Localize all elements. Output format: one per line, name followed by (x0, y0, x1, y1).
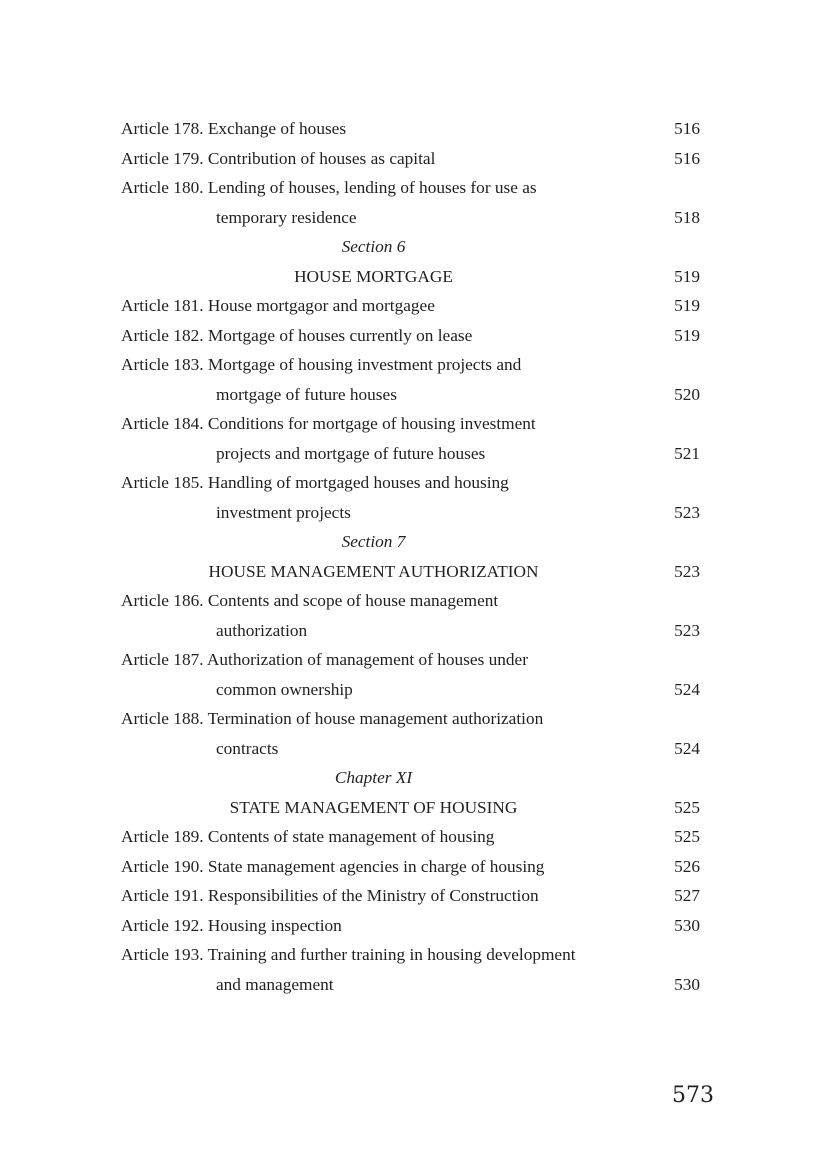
toc-entry-continuation (121, 675, 700, 705)
toc-entry-article-186 (121, 586, 700, 616)
article-title-continued: and management (216, 974, 334, 994)
article-number: Article 184. (121, 414, 204, 433)
toc-entry-article-192 (121, 911, 700, 941)
toc-entry-continuation (121, 380, 700, 410)
article-title-continued: projects and mortgage of future houses (216, 443, 486, 463)
article-title: Training and further training in housing development (207, 945, 576, 964)
section-title-house-mortgage (121, 262, 700, 292)
section-label-7 (121, 527, 700, 557)
article-number: Article 183. (121, 355, 204, 374)
page-ref: 530 (674, 974, 700, 994)
article-number: Article 192. (121, 915, 204, 935)
toc-entry-article-185 (121, 468, 700, 498)
table-of-contents (121, 114, 700, 999)
toc-entry-article-181 (121, 291, 700, 321)
chapter-title: STATE MANAGEMENT OF HOUSING (229, 797, 518, 817)
page-ref: 523 (674, 502, 700, 522)
toc-entry-article-183 (121, 350, 700, 380)
article-title: Housing inspection (207, 915, 342, 935)
article-title-continued: contracts (216, 738, 279, 758)
article-title: Lending of houses, lending of houses for use as (207, 178, 537, 197)
page-ref: 525 (674, 827, 700, 846)
article-title-continued: mortgage of future houses (216, 384, 397, 404)
article-number: Article 193. (121, 945, 204, 964)
chapter-label: Chapter XI (334, 768, 413, 787)
article-number: Article 181. (121, 296, 204, 315)
page-ref: 530 (674, 915, 700, 935)
article-title: Contents of state management of housing (207, 827, 495, 846)
toc-entry-continuation (121, 734, 700, 764)
article-title: Termination of house management authorization (207, 709, 544, 728)
article-number: Article 185. (121, 473, 204, 492)
section-title: HOUSE MORTGAGE (294, 266, 453, 286)
article-number: Article 187. (121, 650, 204, 669)
page-ref: 516 (674, 148, 700, 168)
article-title: House mortgagor and mortgagee (207, 296, 435, 315)
page-ref: 520 (674, 384, 700, 404)
article-title-continued: temporary residence (216, 207, 357, 227)
article-title: State management agencies in charge of housing (207, 856, 545, 876)
page-ref: 525 (674, 797, 700, 817)
article-title: Mortgage of houses currently on lease (207, 325, 473, 345)
page-ref: 526 (674, 856, 700, 876)
article-number: Article 178. (121, 119, 204, 138)
page-ref: 519 (674, 266, 700, 286)
chapter-title-state-management (121, 793, 700, 823)
toc-entry-article-191 (121, 881, 700, 911)
article-number: Article 190. (121, 856, 204, 876)
article-title: Conditions for mortgage of housing investment (207, 414, 536, 433)
page-number: 573 (672, 1083, 714, 1108)
article-title-continued: investment projects (216, 502, 351, 522)
page-ref: 527 (674, 886, 700, 905)
toc-entry-continuation (121, 616, 700, 646)
article-title-continued: authorization (216, 620, 308, 640)
section-label: Section 7 (341, 532, 406, 551)
article-title: Authorization of management of houses under (206, 650, 528, 669)
page-ref: 521 (674, 443, 700, 463)
article-number: Article 186. (121, 591, 204, 610)
article-title: Mortgage of housing investment projects and (207, 355, 522, 374)
article-number: Article 182. (121, 325, 204, 345)
page-ref: 519 (674, 325, 700, 345)
toc-entry-article-180 (121, 173, 700, 203)
toc-entry-article-179 (121, 144, 700, 174)
article-number: Article 188. (121, 709, 204, 728)
article-title: Exchange of houses (207, 119, 347, 138)
section-label: Section 6 (341, 237, 406, 256)
toc-entry-continuation (121, 498, 700, 528)
toc-entry-article-193 (121, 940, 700, 970)
toc-entry-article-189 (121, 822, 700, 852)
article-title: Contribution of houses as capital (207, 148, 436, 168)
toc-entry-continuation (121, 970, 700, 1000)
article-number: Article 191. (121, 886, 204, 905)
toc-entry-article-187 (121, 645, 700, 675)
page-ref: 523 (674, 620, 700, 640)
toc-entry-continuation (121, 203, 700, 233)
toc-entry-article-182 (121, 321, 700, 351)
page-ref: 518 (674, 207, 700, 227)
article-title: Contents and scope of house management (207, 591, 499, 610)
article-title: Handling of mortgaged houses and housing (207, 473, 509, 492)
toc-entry-article-190 (121, 852, 700, 882)
article-number: Article 179. (121, 148, 204, 168)
toc-entry-continuation (121, 439, 700, 469)
page-ref: 524 (674, 679, 700, 699)
article-number: Article 180. (121, 178, 204, 197)
page-ref: 516 (674, 119, 700, 138)
article-title: Responsibilities of the Ministry of Construction (207, 886, 539, 905)
article-title-continued: common ownership (216, 679, 353, 699)
section-title: HOUSE MANAGEMENT AUTHORIZATION (208, 561, 539, 581)
toc-entry-article-184 (121, 409, 700, 439)
section-title-house-management-authorization (121, 557, 700, 587)
page-ref: 519 (674, 296, 700, 315)
article-number: Article 189. (121, 827, 204, 846)
page-ref: 524 (674, 738, 700, 758)
chapter-label-xi (121, 763, 700, 793)
toc-entry-article-188 (121, 704, 700, 734)
toc-entry-article-178 (121, 114, 700, 144)
page-ref: 523 (674, 561, 700, 581)
section-label-6 (121, 232, 700, 262)
